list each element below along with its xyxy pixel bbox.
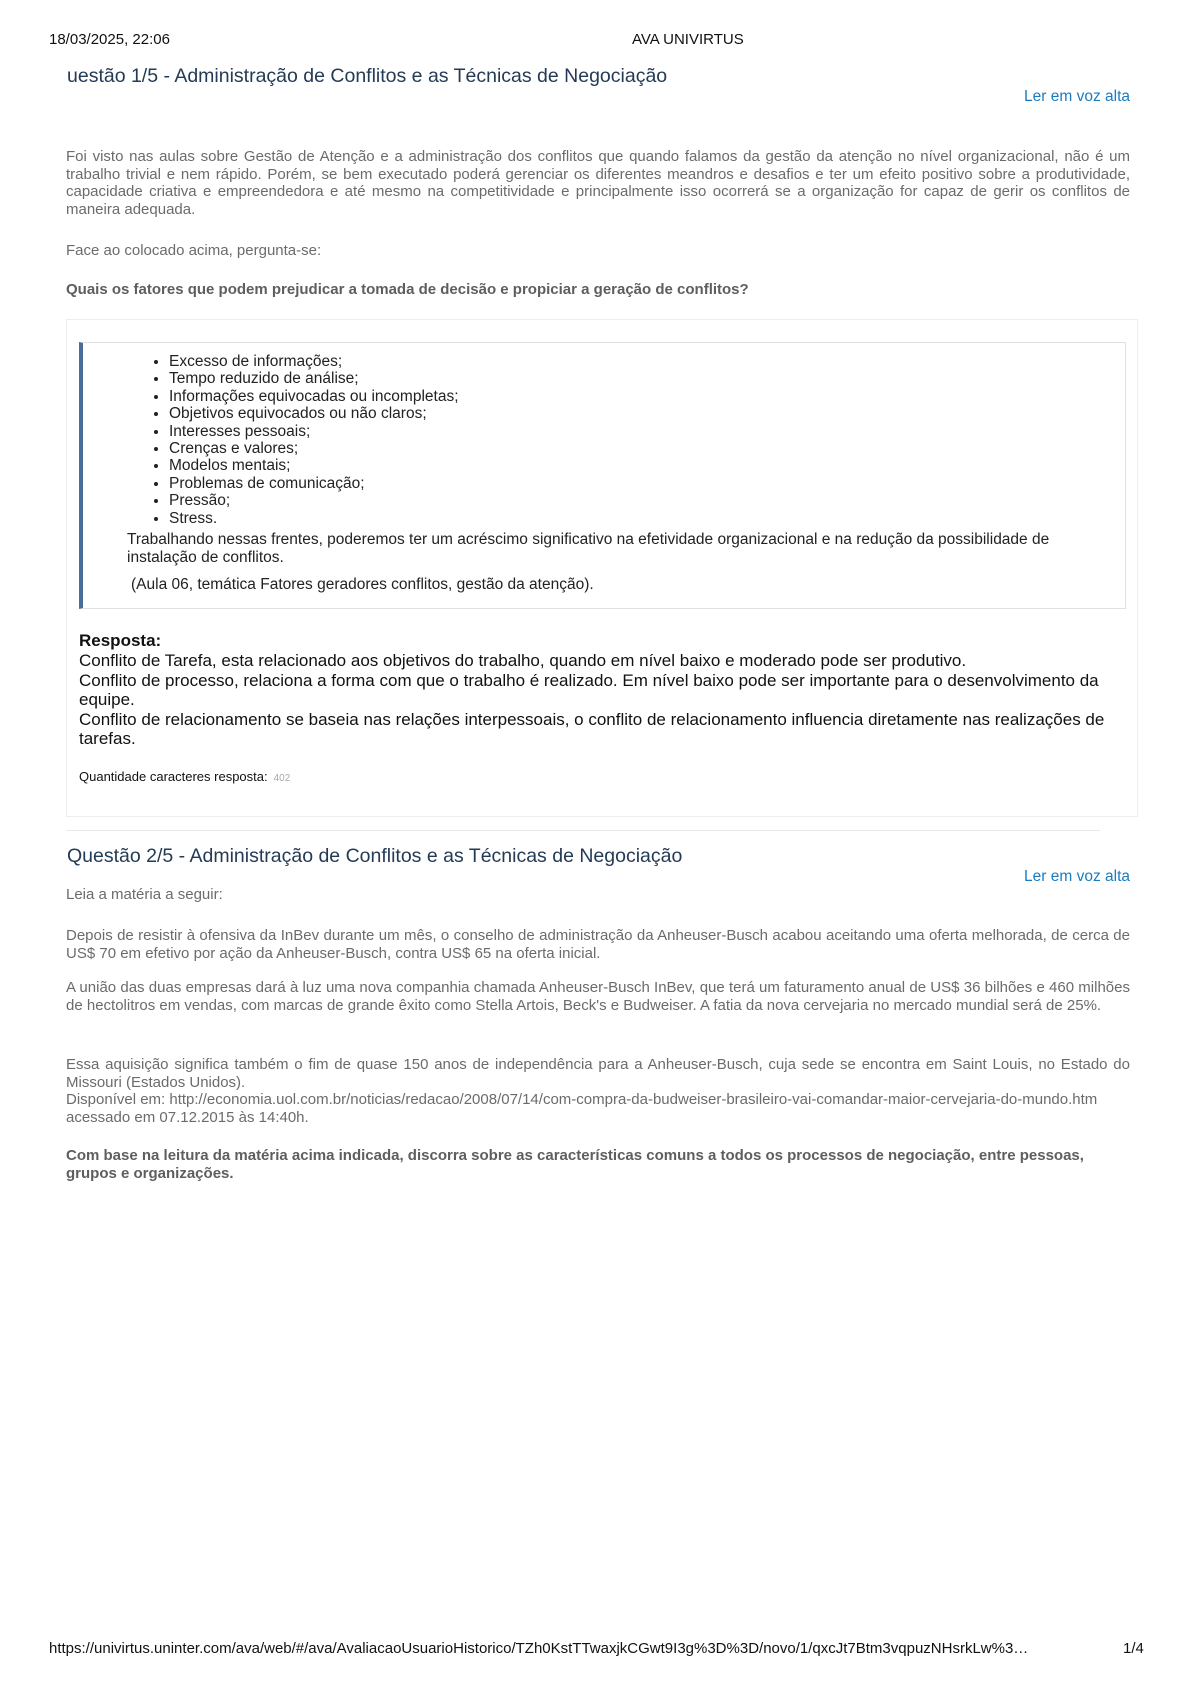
question-2-prompt: Com base na leitura da matéria acima indicada, discorra sobre as características comuns a todos os processos de negociação, entre pessoas, grupos e organizações.: [66, 1147, 1084, 1182]
list-item: • Modelos mentais;: [169, 457, 459, 474]
question-2-paragraph-2: A união das duas empresas dará à luz uma nova companhia chamada Anheuser-Busch InBev, que terá um faturamento anual de US$ 36 bilhões e 460 milhões de hectolitros em vendas, com marcas de grande êxito como Stella Artois, Beck's e Budweiser. A fatia da nova cervejaria no mercado mundial será de 25%.: [66, 979, 1130, 1014]
list-item: • Crenças e valores;: [169, 440, 459, 457]
answer-card: [66, 319, 1138, 817]
char-count-value: 402: [273, 773, 291, 784]
section-divider: [66, 830, 1100, 831]
list-item: • Excesso de informações;: [169, 353, 459, 370]
feedback-box: [79, 342, 1126, 609]
footer-url: https://univirtus.uninter.com/ava/web/#/ava/AvaliacaoUsuarioHistorico/TZh0KstTTwaxjkCGwt9I3g%3D%3D/novo/1/qxcJt7Btm3vqpuzNHsrkLw%3…: [49, 1640, 1029, 1657]
question-1-lead: Face ao colocado acima, pergunta-se:: [66, 242, 322, 259]
list-item: • Stress.: [169, 510, 459, 527]
list-item: • Pressão;: [169, 492, 459, 509]
answer-line: Conflito de processo, relaciona a forma com que o trabalho é realizado. Em nível baixo pode ser importante para o desenvolvimento da equipe.: [79, 670, 1099, 709]
question-1-prompt: Quais os fatores que podem prejudicar a tomada de decisão e propiciar a geração de conflitos?: [66, 281, 749, 298]
question-1-title: uestão 1/5 - Administração de Conflitos e as Técnicas de Negociação: [67, 65, 668, 87]
answer-line: Conflito de Tarefa, esta relacionado aos objetivos do trabalho, quando em nível baixo e moderado pode ser produtivo.: [79, 651, 967, 670]
print-date: 18/03/2025, 22:06: [49, 31, 170, 48]
question-2-title: Questão 2/5 - Administração de Conflitos e as Técnicas de Negociação: [67, 845, 683, 867]
answer-label: Resposta:: [79, 631, 162, 650]
read-aloud-link-q1[interactable]: Ler em voz alta: [1024, 88, 1130, 105]
feedback-reference: (Aula 06, temática Fatores geradores conflitos, gestão da atenção).: [131, 576, 594, 593]
char-count-label: Quantidade caracteres resposta:: [79, 769, 268, 784]
read-aloud-link-q2[interactable]: Ler em voz alta: [1024, 868, 1130, 885]
question-2-paragraph-1: Depois de resistir à ofensiva da InBev durante um mês, o conselho de administração da Anheuser-Busch acabou aceitando uma oferta melhorada, de cerca de US$ 70 em efetivo por ação da Anheuser-Busch, contra US$ 65 na oferta inicial.: [66, 927, 1130, 962]
question-2-source: Disponível em: http://economia.uol.com.br/noticias/redacao/2008/07/14/com-compra-da-budweiser-brasileiro-vai-comandar-maior-cervejaria-do-mundo.htm acessado em 07.12.2015 às 14:40h.: [66, 1091, 1098, 1126]
feedback-text: Trabalhando nessas frentes, poderemos ter um acréscimo significativo na efetividade organizacional e na redução da possibilidade de instalação de conflitos.: [127, 531, 1050, 566]
answer-text: [79, 651, 1134, 749]
question-1-intro: Foi visto nas aulas sobre Gestão de Atenção e a administração dos conflitos que quando falamos da gestão da atenção no nível organizacional, não é um trabalho trivial e nem rápido. Porém, se bem executado poderá gerenciar os diferentes meandros e desafios e ter um efeito positivo sobre a produtividade, capacidade criativa e empreendedora e até mesmo na competitividade e principalmente isso ocorrerá se a organização for capaz de gerir os conflitos de maneira adequada.: [66, 148, 1130, 218]
list-item: • Problemas de comunicação;: [169, 475, 459, 492]
list-item: • Objetivos equivocados ou não claros;: [169, 405, 459, 422]
question-2-paragraph-3: Essa aquisição significa também o fim de quase 150 anos de independência para a Anheuser-Busch, cuja sede se encontra em Saint Louis, no Estado do Missouri (Estados Unidos).: [66, 1056, 1130, 1091]
list-item: • Informações equivocadas ou incompletas;: [169, 388, 459, 405]
feedback-list: [169, 353, 459, 527]
list-item: • Interesses pessoais;: [169, 423, 459, 440]
list-item: • Tempo reduzido de análise;: [169, 370, 459, 387]
answer-line: Conflito de relacionamento se baseia nas relações interpessoais, o conflito de relacionamento influencia diretamente nas realizações de tarefas.: [79, 709, 1105, 748]
char-count: [79, 769, 290, 784]
page-number: 1/4: [1123, 1640, 1144, 1657]
question-2-lead: Leia a matéria a seguir:: [66, 886, 223, 903]
print-title: AVA UNIVIRTUS: [632, 31, 744, 48]
